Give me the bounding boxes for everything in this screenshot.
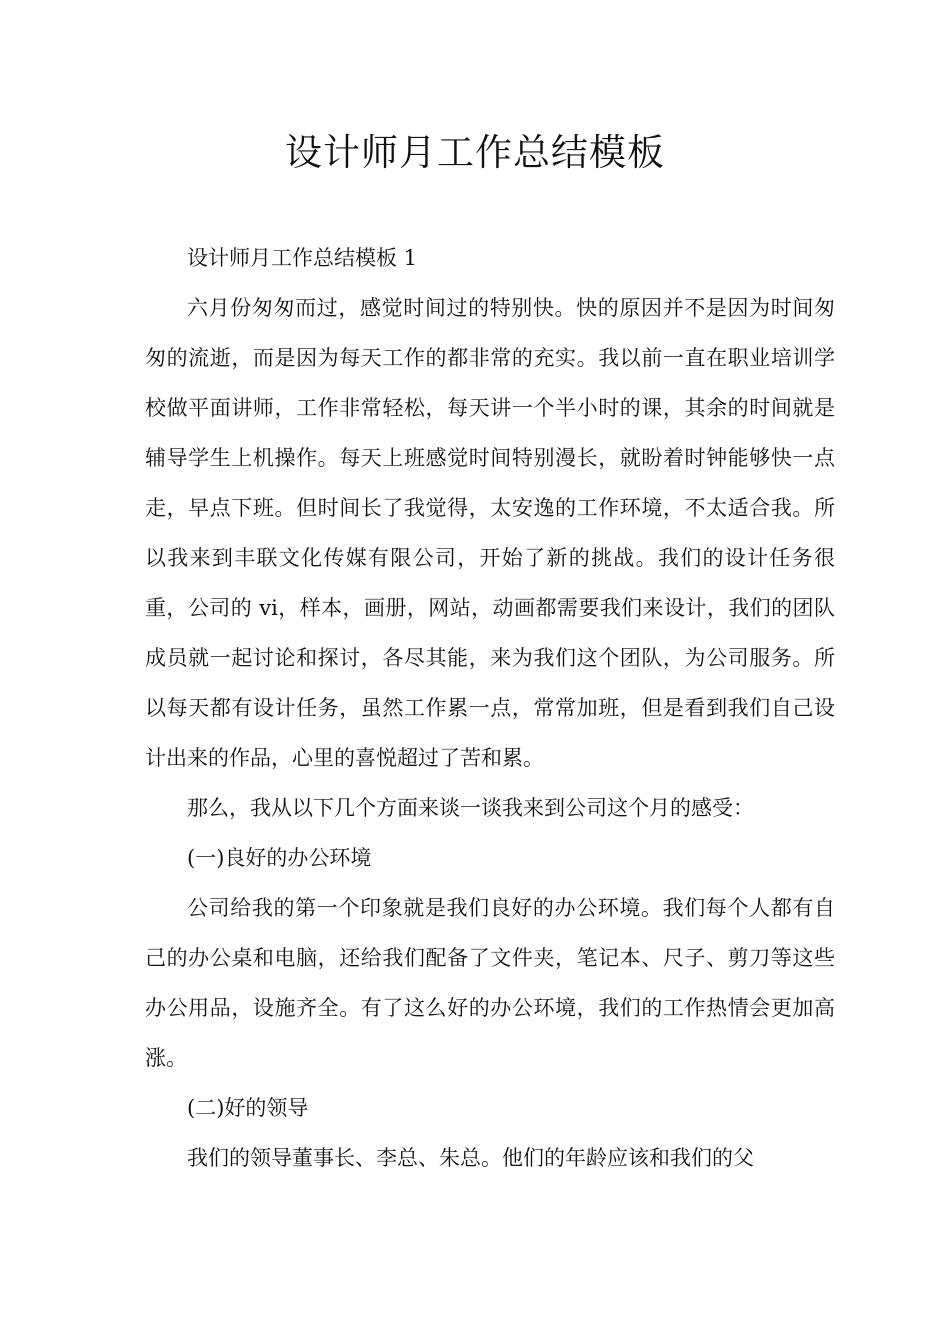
document-title: 设计师月工作总结模板 [285, 131, 665, 174]
paragraph-transition: 那么，我从以下几个方面来谈一谈我来到公司这个月的感受： [187, 796, 754, 820]
paragraph-good-leaders: 我们的领导董事长、李总、朱总。他们的年龄应该和我们的父 [187, 1146, 754, 1170]
document-body [145, 233, 835, 1183]
paragraph-office-environment: 公司给我的第一个印象就是我们良好的办公环境。我们每个人都有自己的办公桌和电脑，还给我们配备了文件夹，笔记本、尺子、剪刀等这些办公用品，设施齐全。有了这么好的办公环境，我们的工作热情会更加高涨。 [145, 896, 835, 1070]
subheading-good-leaders: (二)好的领导 [187, 1096, 309, 1120]
paragraph-intro: 六月份匆匆而过，感觉时间过的特别快。快的原因并不是因为时间匆匆的流逝，而是因为每天工作的都非常的充实。我以前一直在职业培训学校做平面讲师，工作非常轻松，每天讲一个半小时的课，其余的时间就是辅导学生上机操作。每天上班感觉时间特别漫长，就盼着时钟能够快一点走，早点下班。但时间长了我觉得，太安逸的工作环境，不太适合我。所以我来到丰联文化传媒有限公司，开始了新的挑战。我们的设计任务很重，公司的 vi，样本，画册，网站，动画都需要我们来设计，我们的团队成员就一起讨论和探讨，各尽其能，来为我们这个团队，为公司服务。所以每天都有设计任务，虽然工作累一点，常常加班，但是看到我们自己设计出来的作品，心里的喜悦超过了苦和累。 [145, 296, 835, 770]
subheading-office-environment: (一)良好的办公环境 [187, 846, 372, 870]
section-heading-1: 设计师月工作总结模板 1 [187, 246, 418, 270]
